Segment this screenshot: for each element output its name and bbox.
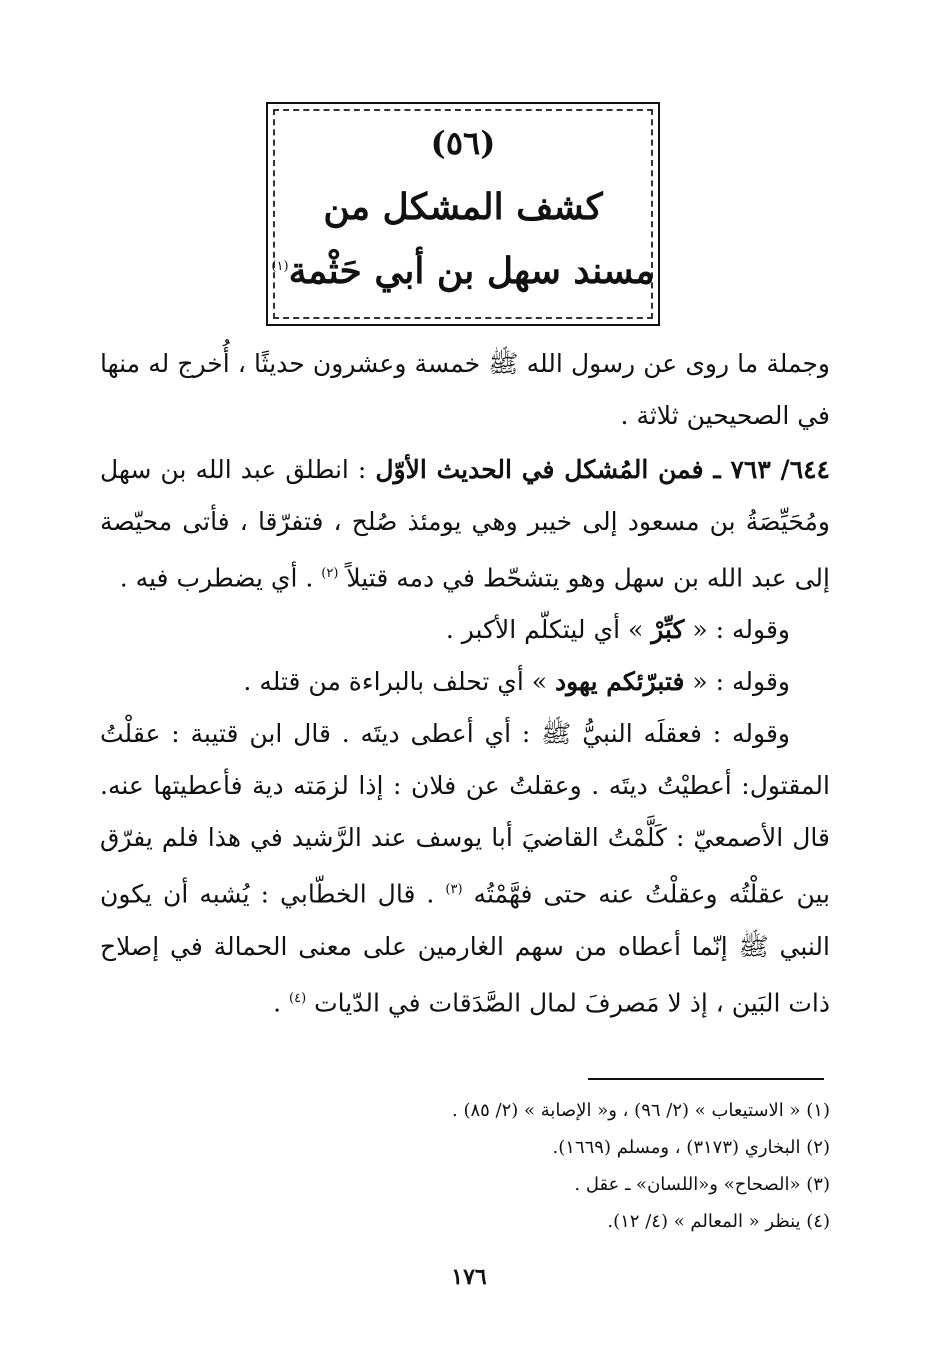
item-suffix: » أي ليتكلّم الأكبر .: [445, 615, 644, 645]
footnotes: [100, 1092, 830, 1240]
item-prefix: وقوله : «: [692, 615, 790, 645]
footnote: (٤) ينظر « المعالم » (٤/ ١٢).: [607, 1211, 830, 1232]
hadith-section: [100, 444, 830, 1029]
chapter-title-text: مسند سهل بن أبي حَثْمة: [288, 250, 655, 292]
item-word: فتبرّئكم يهود: [555, 667, 685, 697]
page-number: ١٧٦: [451, 1264, 487, 1290]
paragraph-text-1: وقوله : فعقلَه النبيُّ ﷺ : أي أعطى ديتَه . قال ابن قتيبة : عقلْتُ المقتول: أعطيْتُ ديتَه . وعقلتُ عن فلان : إذا لزمَته دية فأعطيتها عنه. قال الأصمعيّ : كَلَّمْتُ القاضيَ أبا يوسف عند الرَّشيد في هذا فلم يفرّق بين عقلْتُه وعقلْتُ عنه حتى فهَّمْتُه: [100, 719, 830, 909]
title-frame: [266, 102, 660, 326]
chapter-number: (٥٦): [430, 124, 496, 162]
footnote-separator: [588, 1078, 824, 1080]
paragraph-text-3: .: [273, 987, 282, 1017]
footnote: (٣) «الصحاح» و«اللسان» ـ عقل .: [574, 1174, 830, 1195]
hadith-heading: ٦٤٤/ ٧٦٣ ـ فمن المُشكل في الحديث الأوّل: [375, 455, 830, 484]
item-prefix: وقوله : «: [692, 667, 790, 697]
footnote: (١) « الاستيعاب » (٢/ ٩٦) ، و« الإصابة » (٢/ ٨٥) .: [452, 1100, 830, 1121]
footnote: (٢) البخاري (٣١٧٣) ، ومسلم (١٦٦٩).: [552, 1137, 830, 1158]
explanation-item: [100, 604, 830, 656]
chapter-title-line2: [268, 250, 658, 292]
explanation-paragraph: [100, 708, 830, 1029]
footnote-ref-2: (٢): [321, 566, 339, 581]
footnote-ref-1: (١): [271, 259, 289, 274]
hadith-text-end: . أي يضطرب فيه .: [119, 563, 314, 593]
explanation-item: [100, 656, 830, 708]
footnote-ref-4: (٤): [289, 990, 307, 1006]
footnote-ref-3: (٣): [445, 882, 463, 898]
chapter-title-line1: كشف المشكل من: [323, 186, 603, 228]
item-word: كبِّرْ: [651, 615, 685, 645]
intro-paragraph: وجملة ما روى عن رسول الله ﷺ خمسة وعشرون حديثًا ، أُخرج له منها في الصحيحين ثلاثة .: [100, 349, 830, 430]
paragraph-text-2: . قال الخطّابي : يُشبه أن يكون النبي ﷺ إنّما أعطاه من سهم الغارمين على معنى الحمالة في إصلاح ذات البَين ، إذ لا مَصرفَ لمال الصَّدَقات في الدّيات: [100, 879, 830, 1017]
hadith-paragraph: [100, 444, 830, 604]
item-suffix: » أي تحلف بالبراءة من قتله .: [243, 667, 548, 697]
hadith-text: : انطلق عبد الله بن سهل ومُحَيِّصَةُ بن مسعود إلى خيبر وهي يومئذ صُلح ، فتفرّقا ، فأتى محيّصة إلى عبد الله بن سهل وهو يتشحّط في دمه قتيلاً: [100, 455, 830, 593]
